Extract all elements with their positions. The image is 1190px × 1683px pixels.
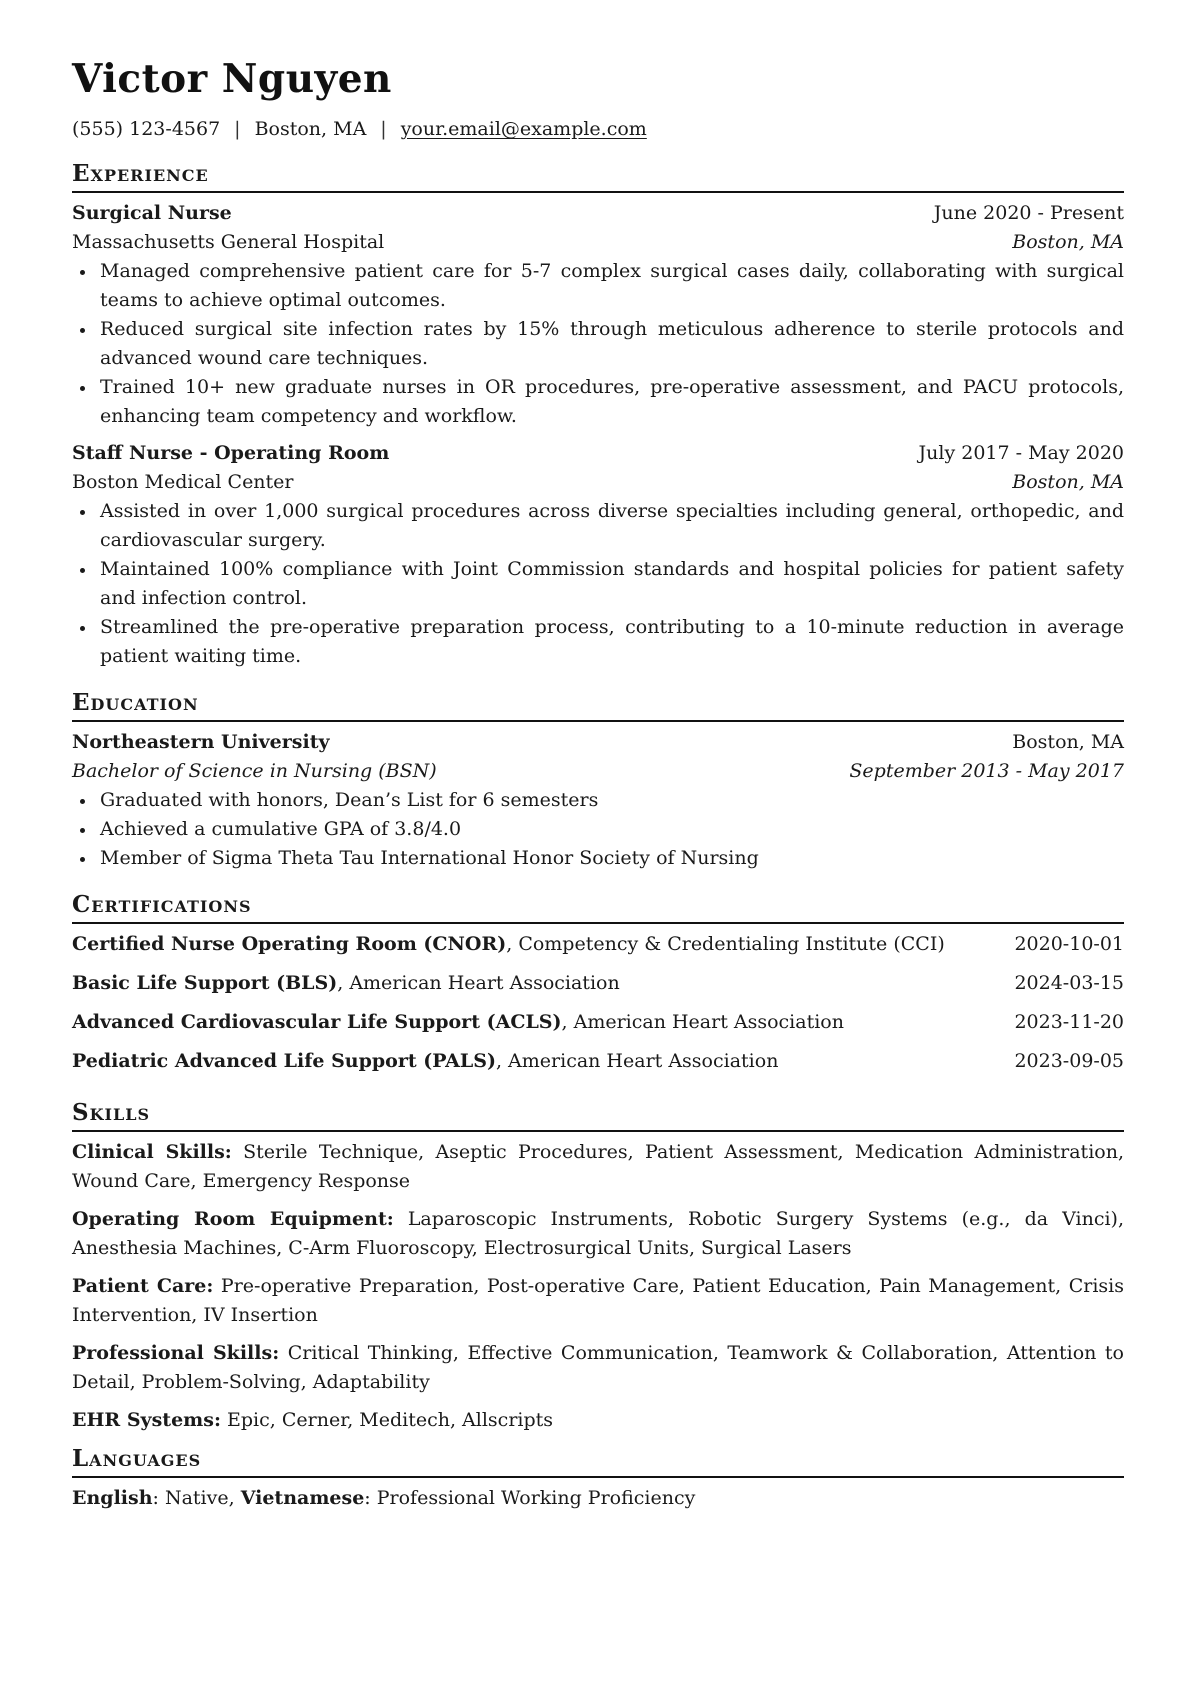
certifications-section [72,891,1124,1081]
cert-date: 2023-09-05 [1014,1050,1124,1072]
cert-issuer: , American Heart Association [495,1050,779,1072]
separator: | [380,118,387,140]
skill-label: Patient Care: [72,1275,214,1297]
cert-name: Pediatric Advanced Life Support (PALS) [72,1050,496,1072]
skill-values: Sterile Technique, Aseptic Procedures, Patient Assessment, Medication Administration, Wound Care, Emergency Response [72,1141,1124,1192]
cert-name: Certified Nurse Operating Room (CNOR) [72,933,507,955]
job-location: Boston, MA [1012,471,1124,493]
resume-page [72,56,1124,1513]
skill-values: Epic, Cerner, Meditech, Allscripts [220,1409,554,1431]
location: Boston, MA [254,118,367,140]
job-bullets [72,497,1124,671]
job-employer: Boston Medical Center [72,471,294,493]
skill-values: Pre-operative Preparation, Post-operative Care, Patient Education, Pain Management, Crisis Intervention, IV Insertion [72,1275,1124,1326]
languages-section [72,1445,1124,1513]
section-title-education: Education [72,689,1124,722]
job-entry [72,199,1124,431]
job-role: Surgical Nurse [72,202,232,224]
skill-group [72,1205,1124,1263]
skills-section [72,1099,1124,1435]
language-level: : Professional Working Proficiency [364,1487,696,1509]
cert-date: 2020-10-01 [1014,933,1124,955]
skill-label: EHR Systems: [72,1409,221,1431]
certification-item [72,925,1124,964]
bullet-item: Managed comprehensive patient care for 5-7 complex surgical cases daily, collaborating with surgical teams to achieve optimal outcomes. [100,257,1124,315]
language-name: English [72,1487,153,1509]
experience-section [72,160,1124,671]
skill-label: Operating Room Equipment: [72,1208,394,1230]
bullet-item: Graduated with honors, Dean’s List for 6 semesters [100,786,1124,815]
languages-line [72,1484,1124,1513]
bullet-item: Streamlined the pre-operative preparation process, contributing to a 10-minute reduction in average patient waiting time. [100,613,1124,671]
section-title-skills: Skills [72,1099,1124,1132]
skill-group [72,1272,1124,1330]
job-bullets [72,257,1124,431]
skill-group [72,1339,1124,1397]
certification-item [72,964,1124,1003]
education-bullets [72,786,1124,873]
cert-issuer: , American Heart Association [337,972,620,994]
cert-name: Advanced Cardiovascular Life Support (ACLS) [72,1011,562,1033]
skill-values: Critical Thinking, Effective Communication, Teamwork & Collaboration, Attention to Detail, Problem-Solving, Adaptability [72,1342,1124,1393]
skill-values: Laparoscopic Instruments, Robotic Surgery Systems (e.g., da Vinci), Anesthesia Machines, C-Arm Fluoroscopy, Electrosurgical Units, Surgical Lasers [72,1208,1124,1259]
cert-name: Basic Life Support (BLS) [72,972,338,994]
bullet-item: Trained 10+ new graduate nurses in OR procedures, pre-operative assessment, and PACU protocols, enhancing team competency and workflow. [100,373,1124,431]
job-role: Staff Nurse - Operating Room [72,442,390,464]
email-link[interactable]: your.email@example.com [400,118,647,140]
bullet-item: Reduced surgical site infection rates by 15% through meticulous adherence to sterile protocols and advanced wound care techniques. [100,315,1124,373]
section-title-languages: Languages [72,1445,1124,1478]
skill-group [72,1406,1124,1435]
contact-line [72,116,1124,142]
candidate-name: Victor Nguyen [72,56,392,102]
phone: (555) 123-4567 [72,118,221,140]
skill-label: Professional Skills: [72,1342,280,1364]
education-section [72,689,1124,873]
certification-item [72,1003,1124,1042]
cert-date: 2023-11-20 [1014,1011,1124,1033]
section-title-certifications: Certifications [72,891,1124,924]
skill-group [72,1138,1124,1196]
school-name: Northeastern University [72,731,330,753]
certification-item [72,1042,1124,1081]
bullet-item: Achieved a cumulative GPA of 3.8/4.0 [100,815,1124,844]
cert-issuer: , Competency & Credentialing Institute (CCI) [506,933,945,955]
cert-date: 2024-03-15 [1014,972,1124,994]
degree: Bachelor of Science in Nursing (BSN) [72,760,437,782]
bullet-item: Member of Sigma Theta Tau International Honor Society of Nursing [100,844,1124,873]
cert-issuer: , American Heart Association [561,1011,844,1033]
job-employer: Massachusetts General Hospital [72,231,385,253]
separator: | [234,118,241,140]
section-title-experience: Experience [72,160,1124,193]
language-name: Vietnamese [240,1487,365,1509]
job-entry [72,439,1124,671]
education-dates: September 2013 - May 2017 [849,760,1124,782]
school-location: Boston, MA [1012,731,1124,753]
language-level: : Native, [152,1487,241,1509]
bullet-item: Assisted in over 1,000 surgical procedures across diverse specialties including general, orthopedic, and cardiovascular surgery. [100,497,1124,555]
job-dates: July 2017 - May 2020 [918,442,1124,464]
skill-label: Clinical Skills: [72,1141,232,1163]
job-location: Boston, MA [1012,231,1124,253]
bullet-item: Maintained 100% compliance with Joint Commission standards and hospital policies for patient safety and infection control. [100,555,1124,613]
job-dates: June 2020 - Present [933,202,1124,224]
